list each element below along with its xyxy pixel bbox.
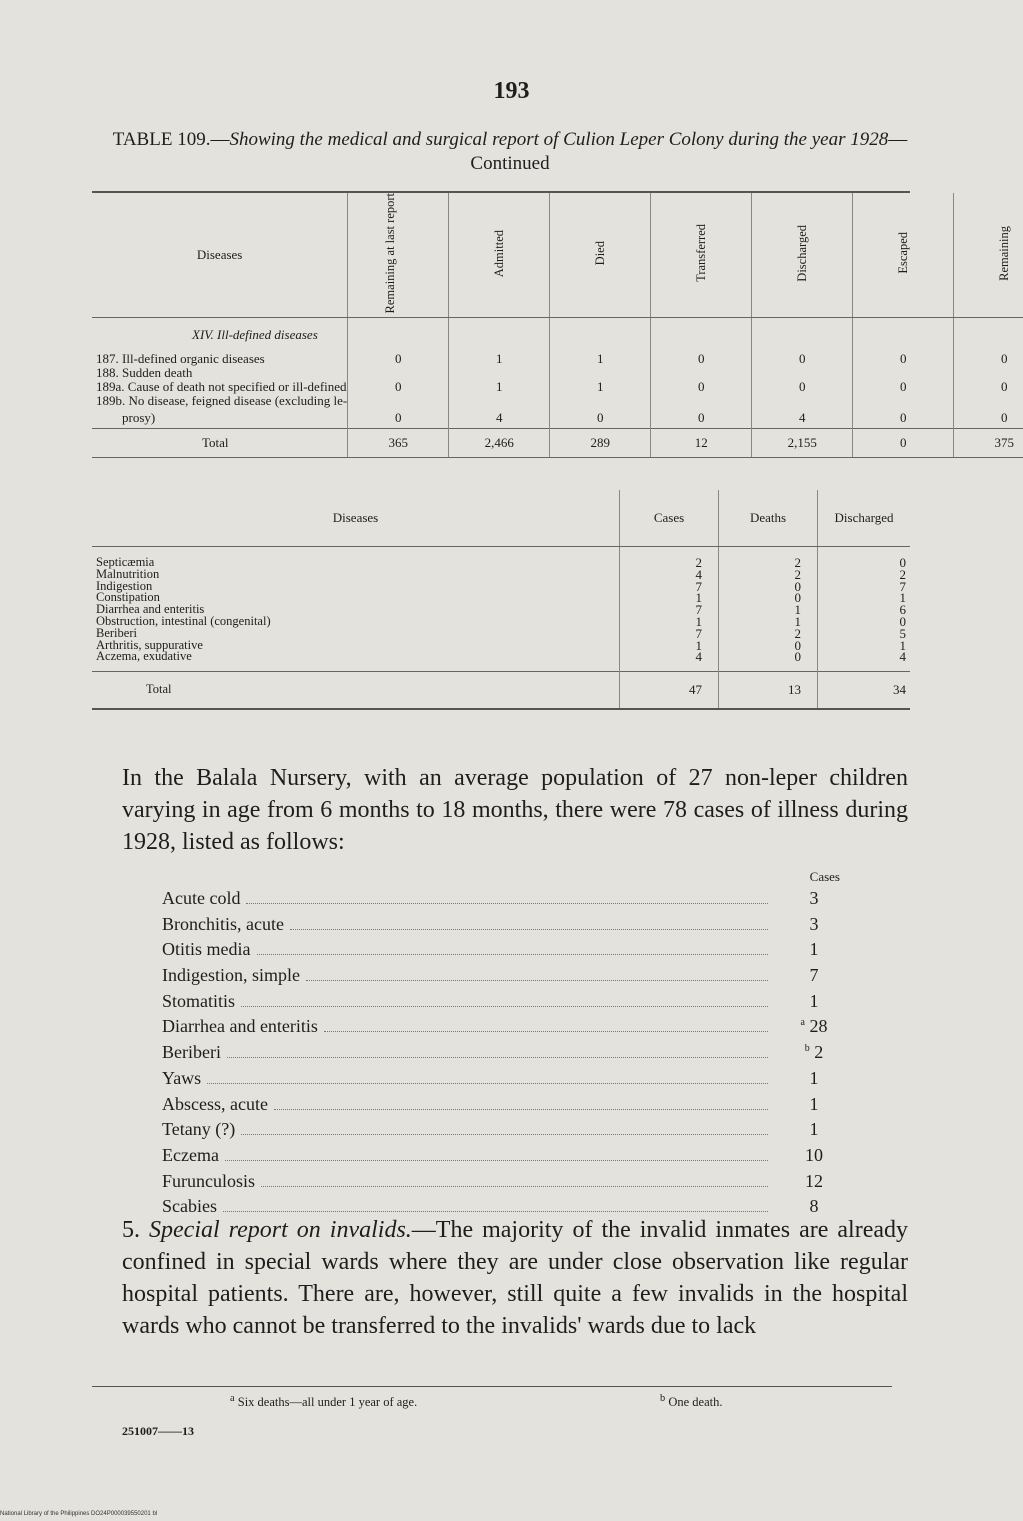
table1-col-escaped: Escaped <box>853 193 954 318</box>
list-item: Tetany (?) 1 <box>162 1119 819 1140</box>
print-code: 251007——13 <box>122 1424 194 1438</box>
list-item: Scabies 8 <box>162 1196 819 1217</box>
table1-col-diseases: Diseases <box>92 193 348 318</box>
list-item: Acute cold 3 <box>162 888 819 908</box>
list-header: Cases <box>809 869 840 884</box>
table1-header <box>92 193 1023 318</box>
table-row: Malnutrition <box>96 566 160 581</box>
table1-col-transferred: Transferred <box>651 193 752 318</box>
table2-col-diseases: Diseases <box>92 490 620 547</box>
caption-title: Showing the medical and surgical report of Culion Leper Colony during the year 1928 <box>229 129 889 150</box>
list-item: Abscess, acute 1 <box>162 1093 819 1114</box>
table-row: Aczema, exudative <box>96 649 192 664</box>
paragraph-invalids: 5. Special report on invalids.—The majority of the invalid inmates are already confined in special wards where they are under close observation like regular hospital patients. There are, however, still quite a few invalids in the hospital wards who cannot be transferred to the invalids' wards due to lack <box>122 1217 909 1339</box>
table-caption <box>110 128 910 176</box>
table-row: Arthritis, suppurative <box>96 637 203 652</box>
table2-total-row: Total 47 13 34 <box>92 672 910 710</box>
table1-section-heading: XIV. Ill-defined diseases <box>92 318 1023 353</box>
invalids-heading: Special report on invalids. <box>149 1217 412 1243</box>
list-item: Yaws 1 <box>162 1067 819 1088</box>
table2-col-cases: Cases <box>620 490 719 547</box>
table2-discharged-values: 0 2 7 1 6 0 5 1 4 <box>818 547 911 672</box>
footnote-a: $^a$ Six deaths—all under 1 year of age. <box>230 1393 418 1410</box>
table1-total-row: Total 365 2,466 289 12 2,155 0 375 <box>92 428 1023 457</box>
footnote-b: $^b$ One death. <box>660 1393 723 1410</box>
list-item: Indigestion, simple 7 <box>162 965 819 986</box>
table2-col-discharged: Discharged <box>818 490 911 547</box>
table-row: prosy) 0 4 0 0 4 0 0 <box>92 408 1023 428</box>
table1-col-remaining: Remaining <box>954 193 1023 318</box>
table-row: 188. Sudden death <box>92 366 1023 380</box>
table2-disease-list <box>92 547 620 672</box>
list-item: Bronchitis, acute 3 <box>162 913 819 934</box>
table-row: Constipation <box>96 590 160 605</box>
table-label: TABLE 109. <box>112 129 211 150</box>
table-row: Indigestion <box>96 578 153 593</box>
table-row: Diarrhea and enteritis <box>96 602 205 617</box>
list-item: Diarrhea and enteritis $^a$ 28 <box>162 1016 828 1037</box>
list-item: Otitis media 1 <box>162 939 819 960</box>
table-row: 187. Ill-defined organic diseases 0 1 1 0 0 0 0 <box>92 352 1023 366</box>
table-row: Obstruction, intestinal (congenital) <box>96 613 271 628</box>
table-row: 189a. Cause of death not specified or ill-defined 0 1 1 0 0 0 0 <box>92 380 1023 394</box>
table-2 <box>92 490 910 710</box>
list-item: Eczema 10 <box>162 1144 823 1165</box>
table-row: 189b. No disease, feigned disease (excluding le- <box>92 394 1023 408</box>
nursery-case-list <box>162 866 840 1222</box>
table2-header <box>92 490 910 547</box>
table-row: Septicæmia <box>96 555 155 569</box>
list-item: Stomatitis 1 <box>162 990 819 1011</box>
table2-cases-values: 2 4 7 1 7 1 7 1 4 <box>620 547 719 672</box>
table2-body <box>92 547 910 672</box>
page-number: 193 <box>493 78 530 104</box>
list-item: Furunculosis 12 <box>162 1170 823 1191</box>
table2-col-deaths: Deaths <box>719 490 818 547</box>
paragraph-nursery: In the Balala Nursery, with an average population of 27 non-leper children varying in age from 6 months to 18 months, there were 78 cases of illness during 1928, listed as follows: <box>122 765 908 855</box>
table1-col-admitted: Admitted <box>449 193 550 318</box>
library-credit: National Library of the Philippines DO24P000039550201 bl <box>0 1511 158 1517</box>
table-row: Beriberi <box>96 625 137 640</box>
caption-suffix: —Continued <box>470 129 908 174</box>
table-1 <box>92 193 1023 458</box>
table1-col-died: Died <box>550 193 651 318</box>
table1-col-discharged: Discharged <box>752 193 853 318</box>
list-item: Beriberi $^b$ 2 <box>162 1042 824 1063</box>
footnote-rule <box>92 1386 892 1387</box>
caption-dash: — <box>210 129 230 150</box>
table1-col-remaining-last: Remaining at last report <box>348 193 449 318</box>
table2-deaths-values: 2 2 0 0 1 1 2 0 0 <box>719 547 818 672</box>
